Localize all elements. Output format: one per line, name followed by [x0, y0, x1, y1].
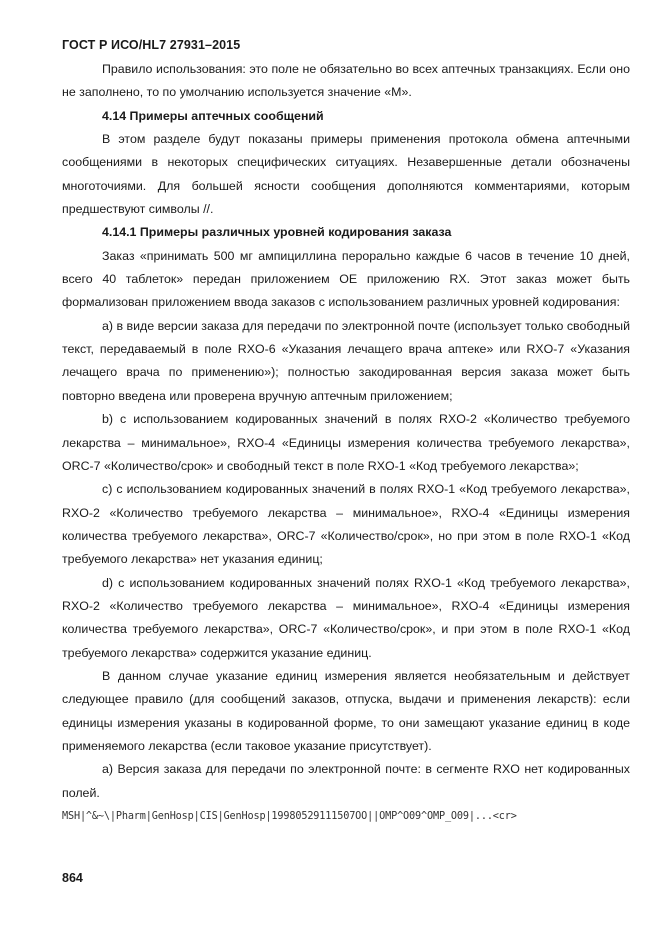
msh-segment-code: MSH|^&~\|Pharm|GenHosp|CIS|GenHosp|19980529111507OO||OMP^O09^OMP_O09|...<cr> [62, 811, 517, 822]
section-heading-4-14: 4.14 Примеры аптечных сообщений [102, 108, 324, 123]
page-content [62, 58, 630, 828]
list-item-b: b) с использованием кодированных значений в полях RXO-2 «Количество требуемого лекарства – минимальное», RXO-4 «Единицы измерения количества требуемого лекарства», ORC-7 «Количество/срок» и свободный текст в поле RXO-1 «Код требуемого лекарства»; [62, 412, 630, 473]
page-number: 864 [62, 871, 83, 885]
list-item-a: a) в виде версии заказа для передачи по электронной почте (использует только свободный текст, передаваемый в поле RXO-6 «Указания лечащего врача аптеке» или RXO-7 «Указания лечащего врача по применению»); полностью закодированная версия заказа может быть повторно введена или проверена вручную аптечным приложением; [62, 318, 630, 403]
order-paragraph: Заказ «принимать 500 мг ампициллина перорально каждые 6 часов в течение 10 дней, всего 40 таблеток» передан приложением OE приложению RX. Этот заказ может быть формализован приложением ввода заказов с использованием различных уровней кодирования: [62, 248, 630, 310]
list-item-d: d) с использованием кодированных значений полях RXO-1 «Код требуемого лекарства», RXO-2 «Количество требуемого лекарства – минимальное», RXO-4 «Единицы измерения количества требуемого лекарства», ORC-7 «Количество/срок», и при этом в поле RXO-1 «Код требуемого лекарства» содержится указание единиц. [62, 575, 630, 660]
standard-header: ГОСТ Р ИСО/HL7 27931–2015 [62, 38, 241, 52]
list-item-c: c) с использованием кодированных значений в полях RXO-1 «Код требуемого лекарства», RXO-2 «Количество требуемого лекарства – минимальное», RXO-4 «Единицы измерения количества требуемого лекарства», ORC-7 «Количество/срок», но при этом в поле RXO-1 «Код требуемого лекарства» нет указания единиц; [62, 482, 630, 567]
subsection-heading-4-14-1: 4.14.1 Примеры различных уровней кодирования заказа [102, 225, 452, 240]
usage-rule-paragraph: Правило использования: это поле не обязательно во всех аптечных транзакциях. Если оно не заполнено, то по умолчанию используется значение «М». [62, 62, 630, 100]
section-intro-paragraph: В этом разделе будут показаны примеры применения протокола обмена аптечными сообщениями в некоторых специфических ситуациях. Незавершенные детали обозначены многоточиями. Для большей ясности сообщения дополняются комментариями, которым предшествуют символы //. [62, 132, 630, 217]
units-rule-paragraph: В данном случае указание единиц измерения является необязательным и действует следующее правило (для сообщений заказов, отпуска, выдачи и применения лекарств): если единицы измерения указаны в кодированной форме, то они замещают указание единиц в коде применяемого лекарства (если таковое указание присутствует). [62, 668, 630, 753]
email-version-paragraph: a) Версия заказа для передачи по электронной почте: в сегменте RXO нет кодированных полей. [62, 762, 630, 800]
